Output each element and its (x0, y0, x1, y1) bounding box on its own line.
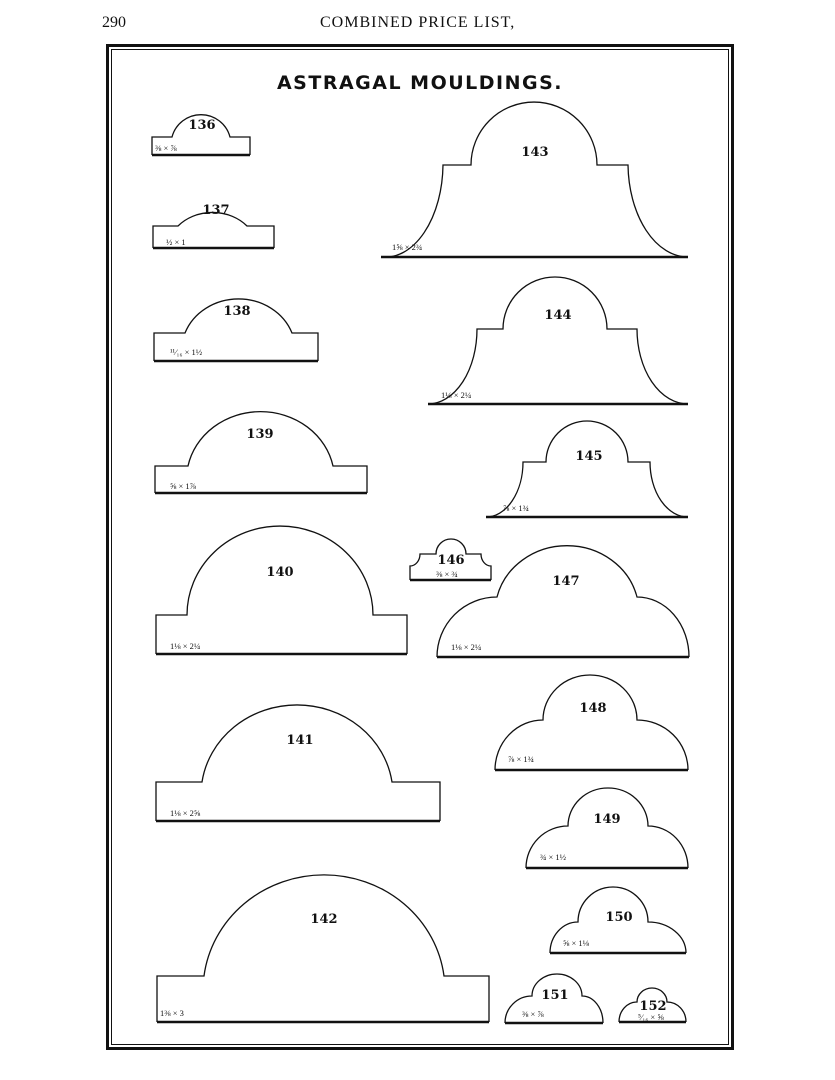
moulding-size-140: 1⅛ × 2¼ (170, 641, 201, 651)
moulding-size-136: ⅜ × ⅞ (155, 143, 177, 153)
moulding-141-profile (156, 705, 440, 821)
moulding-number-137: 137 (202, 203, 230, 218)
moulding-number-141: 141 (286, 733, 314, 748)
moulding-number-144: 144 (544, 308, 572, 323)
moulding-size-146: ⅜ × ¾ (436, 569, 458, 579)
moulding-number-151: 151 (541, 988, 569, 1003)
moulding-140-profile (156, 526, 407, 654)
moulding-size-151: ⅜ × ⅞ (522, 1009, 544, 1019)
moulding-number-148: 148 (579, 701, 607, 716)
moulding-number-140: 140 (266, 565, 294, 580)
moulding-size-141: 1⅛ × 2⅝ (170, 808, 201, 818)
moulding-size-147: 1⅛ × 2¼ (451, 642, 482, 652)
moulding-size-142: 1⅜ × 3 (160, 1008, 184, 1018)
moulding-number-139: 139 (246, 427, 274, 442)
moulding-147-profile (437, 546, 689, 657)
moulding-number-143: 143 (521, 145, 549, 160)
moulding-number-136: 136 (188, 118, 216, 133)
moulding-size-152: ⁵⁄₁₆ × ⅝ (638, 1012, 664, 1022)
moulding-size-139: ⅝ × 1⅞ (170, 481, 197, 491)
moulding-size-145: ⅞ × 1¾ (503, 503, 530, 513)
moulding-size-148: ⅞ × 1¾ (508, 754, 535, 764)
moulding-number-147: 147 (552, 574, 580, 589)
moulding-number-152: 152 (639, 999, 667, 1014)
moulding-size-137: ½ × 1 (166, 237, 186, 247)
page-number: 290 (102, 14, 126, 31)
moulding-size-143: 1⅝ × 2¾ (392, 242, 423, 252)
moulding-number-142: 142 (310, 912, 338, 927)
moulding-number-150: 150 (605, 910, 633, 925)
moulding-size-138: ¹¹⁄₁₆ × 1½ (170, 347, 203, 357)
moulding-number-146: 146 (437, 553, 465, 568)
moulding-142-profile (157, 875, 489, 1022)
moulding-number-138: 138 (223, 304, 251, 319)
moulding-size-149: ¾ × 1½ (540, 852, 567, 862)
moulding-number-149: 149 (593, 812, 621, 827)
moulding-size-144: 1⅛ × 2¼ (441, 390, 472, 400)
moulding-143-profile (381, 102, 688, 257)
plate-title: ASTRAGAL MOULDINGS. (276, 72, 564, 94)
moulding-number-145: 145 (575, 449, 603, 464)
running-title: COMBINED PRICE LIST, (320, 14, 516, 31)
moulding-144-profile (428, 277, 688, 404)
moulding-size-150: ⅝ × 1⅛ (563, 938, 590, 948)
